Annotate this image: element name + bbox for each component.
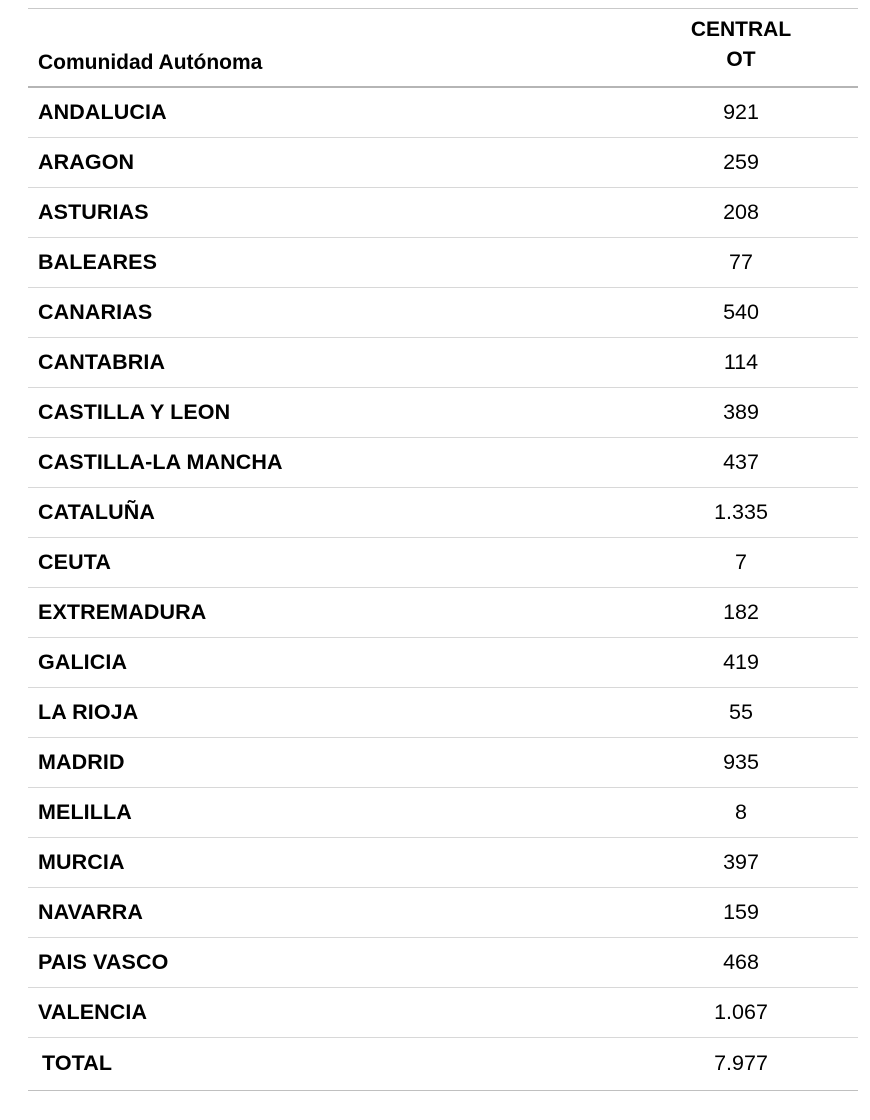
row-value: 77 — [648, 237, 858, 287]
row-name: MADRID — [28, 737, 648, 787]
row-name: MURCIA — [28, 837, 648, 887]
total-label: TOTAL — [28, 1037, 648, 1090]
table-total-row — [28, 1037, 858, 1090]
row-value: 182 — [648, 587, 858, 637]
table-row — [28, 437, 858, 487]
column-header-central-ot-line2: OT — [726, 48, 756, 72]
row-value: 259 — [648, 137, 858, 187]
row-name: LA RIOJA — [28, 687, 648, 737]
row-name: ARAGON — [28, 137, 648, 187]
table-row — [28, 87, 858, 138]
table-row — [28, 987, 858, 1037]
row-name: CEUTA — [28, 537, 648, 587]
table-body — [28, 87, 858, 1091]
row-value: 7 — [648, 537, 858, 587]
table-row — [28, 937, 858, 987]
row-name: CATALUÑA — [28, 487, 648, 537]
table-row — [28, 637, 858, 687]
row-value: 935 — [648, 737, 858, 787]
row-value: 1.335 — [648, 487, 858, 537]
row-value: 1.067 — [648, 987, 858, 1037]
table-row — [28, 337, 858, 387]
table-header-row — [28, 9, 858, 87]
table-row — [28, 687, 858, 737]
row-name: NAVARRA — [28, 887, 648, 937]
row-name: PAIS VASCO — [28, 937, 648, 987]
row-name: CASTILLA-LA MANCHA — [28, 437, 648, 487]
row-name: EXTREMADURA — [28, 587, 648, 637]
table-row — [28, 287, 858, 337]
table-row — [28, 387, 858, 437]
row-name: CASTILLA Y LEON — [28, 387, 648, 437]
table-row — [28, 887, 858, 937]
row-name: ASTURIAS — [28, 187, 648, 237]
row-value: 540 — [648, 287, 858, 337]
table-row — [28, 587, 858, 637]
row-value: 468 — [648, 937, 858, 987]
table-row — [28, 737, 858, 787]
row-name: CANTABRIA — [28, 337, 648, 387]
column-header-central-ot-line1: CENTRAL — [690, 18, 792, 41]
row-name: VALENCIA — [28, 987, 648, 1037]
row-value: 921 — [648, 87, 858, 138]
row-value: 419 — [648, 637, 858, 687]
row-value: 55 — [648, 687, 858, 737]
row-name: GALICIA — [28, 637, 648, 687]
total-value: 7.977 — [648, 1037, 858, 1090]
column-header-comunidad-label: Comunidad Autónoma — [38, 50, 263, 74]
table-row — [28, 487, 858, 537]
comunidad-autonoma-table — [28, 8, 858, 1091]
table-row — [28, 537, 858, 587]
column-header-central-ot — [648, 9, 858, 87]
row-value: 437 — [648, 437, 858, 487]
row-value: 208 — [648, 187, 858, 237]
row-value: 389 — [648, 387, 858, 437]
table-row — [28, 137, 858, 187]
row-value: 8 — [648, 787, 858, 837]
row-name: ANDALUCIA — [28, 87, 648, 138]
row-name: CANARIAS — [28, 287, 648, 337]
row-value: 397 — [648, 837, 858, 887]
row-name: BALEARES — [28, 237, 648, 287]
column-header-comunidad — [28, 9, 648, 87]
table-row — [28, 237, 858, 287]
row-value: 159 — [648, 887, 858, 937]
row-name: MELILLA — [28, 787, 648, 837]
table-header — [28, 9, 858, 87]
table-row — [28, 787, 858, 837]
row-value: 114 — [648, 337, 858, 387]
table-row — [28, 187, 858, 237]
table-row — [28, 837, 858, 887]
